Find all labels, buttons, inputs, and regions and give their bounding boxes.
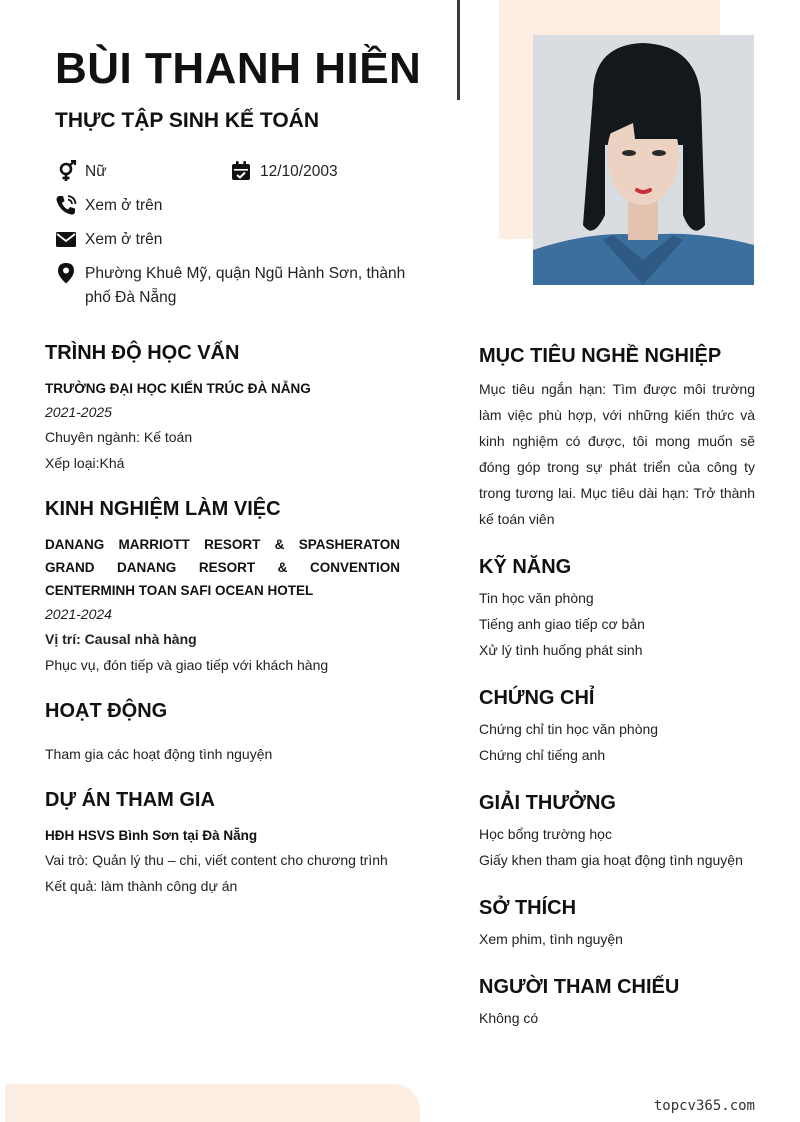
info-email	[55, 228, 162, 252]
certificate-item: Chứng chỉ tin học văn phòng	[479, 721, 659, 737]
award-item: Giấy khen tham gia hoạt động tình nguyện	[479, 852, 743, 868]
hobby-item: Xem phim, tình nguyện	[479, 931, 623, 947]
decorative-vertical-line	[457, 0, 460, 100]
education-title: TRÌNH ĐỘ HỌC VẤN	[45, 342, 240, 364]
education-major: Chuyên ngành: Kế toán	[45, 429, 193, 445]
candidate-name: BÙI THANH HIỀN	[55, 44, 422, 93]
experience-section	[45, 498, 400, 678]
calendar-icon	[230, 160, 252, 182]
reference-item: Không có	[479, 1010, 539, 1026]
skills-title: KỸ NĂNG	[479, 556, 572, 578]
education-section	[45, 342, 400, 476]
profile-photo	[533, 35, 754, 285]
phone-value: Xem ở trên	[85, 197, 163, 214]
address-value: Phường Khuê Mỹ, quận Ngũ Hành Sơn, thành phố Đà Nẵng	[85, 265, 406, 306]
skill-item: Tin học văn phòng	[479, 590, 594, 606]
left-column	[45, 342, 400, 899]
map-pin-icon	[55, 262, 77, 284]
footer-brand: topcv365.com	[653, 1098, 755, 1114]
certificate-item: Chứng chỉ tiếng anh	[479, 747, 606, 763]
references-section	[479, 976, 755, 1031]
project-name: HĐH HSVS Bình Sơn tại Đà Nẵng	[45, 828, 258, 843]
education-period: 2021-2025	[45, 404, 112, 420]
gender-icon	[55, 160, 77, 182]
awards-section	[479, 792, 755, 873]
certificates-section	[479, 687, 755, 768]
info-phone	[55, 194, 162, 218]
decorative-bottom-block	[5, 1084, 420, 1122]
right-column	[479, 345, 755, 1031]
birthdate-value: 12/10/2003	[260, 163, 338, 180]
awards-title: GIẢI THƯỞNG	[479, 792, 616, 814]
objective-text: Mục tiêu ngắn hạn: Tìm được môi trường làm việc phù hợp, với những kiến thức và kinh nghiệm có được, tôi mong muốn sẽ đóng góp trong sự phát triển của công ty trong tương lai. Mục tiêu dài hạn: Trở thành kế toán viên	[479, 381, 755, 527]
info-birthdate	[230, 160, 338, 184]
experience-title: KINH NGHIỆM LÀM VIỆC	[45, 498, 281, 520]
references-title: NGƯỜI THAM CHIẾU	[479, 976, 680, 998]
gender-value: Nữ	[85, 163, 107, 180]
projects-section	[45, 789, 400, 899]
education-school: TRƯỜNG ĐẠI HỌC KIẾN TRÚC ĐÀ NẴNG	[45, 381, 311, 396]
skills-section	[479, 556, 755, 663]
email-value: Xem ở trên	[85, 231, 163, 248]
skill-item: Tiếng anh giao tiếp cơ bản	[479, 616, 645, 632]
award-item: Học bổng trường học	[479, 826, 612, 842]
project-role: Vai trò: Quản lý thu – chi, viết content cho chương trình	[45, 852, 388, 868]
experience-period: 2021-2024	[45, 606, 112, 622]
objective-section	[479, 345, 755, 532]
info-gender	[55, 160, 107, 184]
hobbies-section	[479, 897, 755, 952]
phone-icon	[55, 194, 77, 216]
envelope-icon	[55, 228, 77, 250]
activities-section	[45, 700, 400, 767]
education-rank: Xếp loại:Khá	[45, 455, 125, 471]
objective-title: MỤC TIÊU NGHỀ NGHIỆP	[479, 345, 722, 367]
experience-position: Vị trí: Causal nhà hàng	[45, 631, 197, 647]
project-result: Kết quả: làm thành công dự án	[45, 878, 238, 894]
certificates-title: CHỨNG CHỈ	[479, 687, 595, 709]
job-title: THỰC TẬP SINH KẾ TOÁN	[55, 109, 319, 132]
experience-company: DANANG MARRIOTT RESORT & SPASHERATON GRAND DANANG RESORT & CONVENTION CENTERMINH TOAN SAFI OCEAN HOTEL	[45, 537, 400, 598]
activity-item: Tham gia các hoạt động tình nguyện	[45, 746, 273, 762]
skill-item: Xử lý tình huống phát sinh	[479, 642, 643, 658]
experience-description: Phục vụ, đón tiếp và giao tiếp với khách hàng	[45, 657, 329, 673]
projects-title: DỰ ÁN THAM GIA	[45, 789, 215, 811]
info-address	[55, 262, 410, 310]
hobbies-title: SỞ THÍCH	[479, 897, 577, 919]
activities-title: HOẠT ĐỘNG	[45, 700, 168, 722]
